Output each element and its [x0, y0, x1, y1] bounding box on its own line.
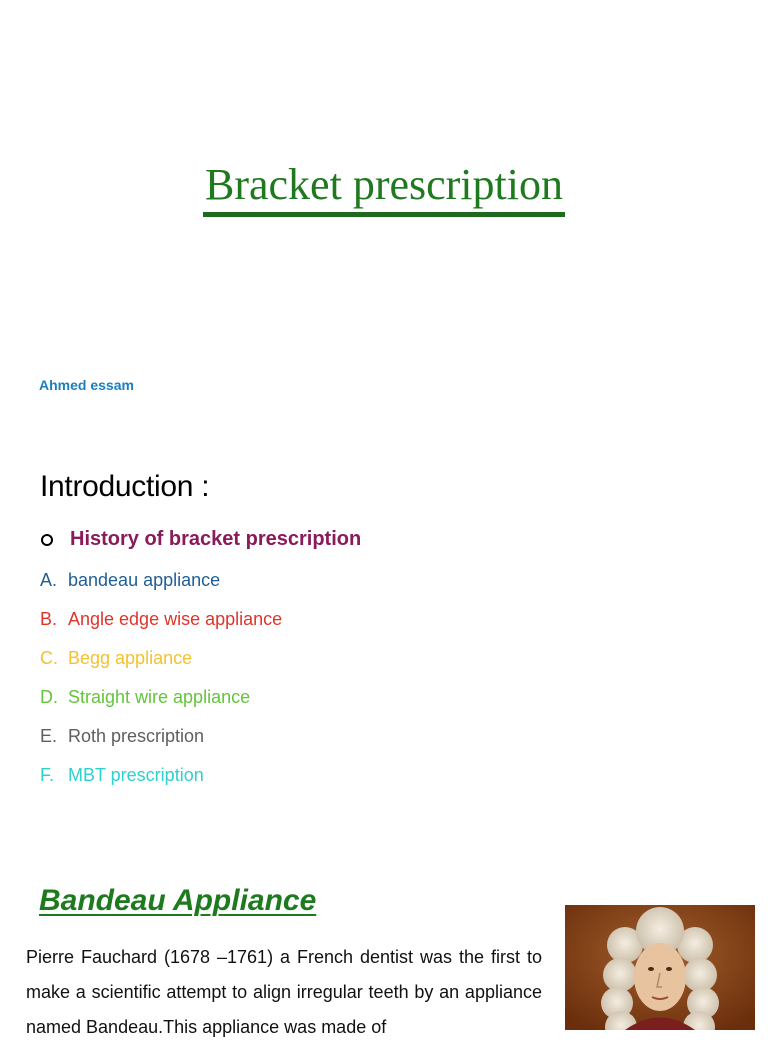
history-bullet-item [40, 528, 361, 551]
list-letter: C. [40, 648, 58, 668]
document-title [0, 158, 768, 217]
document-title-text: Bracket prescription [203, 158, 565, 217]
history-item-text: History of bracket prescription [70, 528, 362, 550]
bandeau-paragraph: Pierre Fauchard (1678 –1761) a French dentist was the first to make a scientific attempt to align irregular teeth by an appliance named Bandeau.This appliance was made of [26, 947, 542, 1037]
list-letter: B. [40, 609, 58, 629]
introduction-heading: Introduction : [40, 470, 210, 503]
list-text: Begg appliance [68, 648, 193, 668]
list-item-a [40, 568, 282, 607]
list-item-f [40, 763, 282, 802]
portrait-image [565, 905, 755, 1030]
list-letter: F. [40, 765, 55, 785]
list-item-c [40, 646, 282, 685]
author-name: Ahmed essam [39, 377, 134, 393]
list-letter: A. [40, 570, 58, 590]
circle-bullet-icon [41, 534, 53, 546]
list-text: Roth prescription [68, 726, 205, 746]
list-text: MBT prescription [68, 765, 204, 785]
appliance-list [40, 568, 282, 802]
portrait-icon [565, 905, 755, 1030]
list-text: bandeau appliance [68, 570, 221, 590]
bandeau-heading: Bandeau Appliance [39, 884, 317, 917]
list-item-b [40, 607, 282, 646]
list-item-e [40, 724, 282, 763]
list-text: Angle edge wise appliance [68, 609, 283, 629]
list-letter: D. [40, 687, 58, 707]
list-letter: E. [40, 726, 58, 746]
list-item-d [40, 685, 282, 724]
list-text: Straight wire appliance [68, 687, 251, 707]
